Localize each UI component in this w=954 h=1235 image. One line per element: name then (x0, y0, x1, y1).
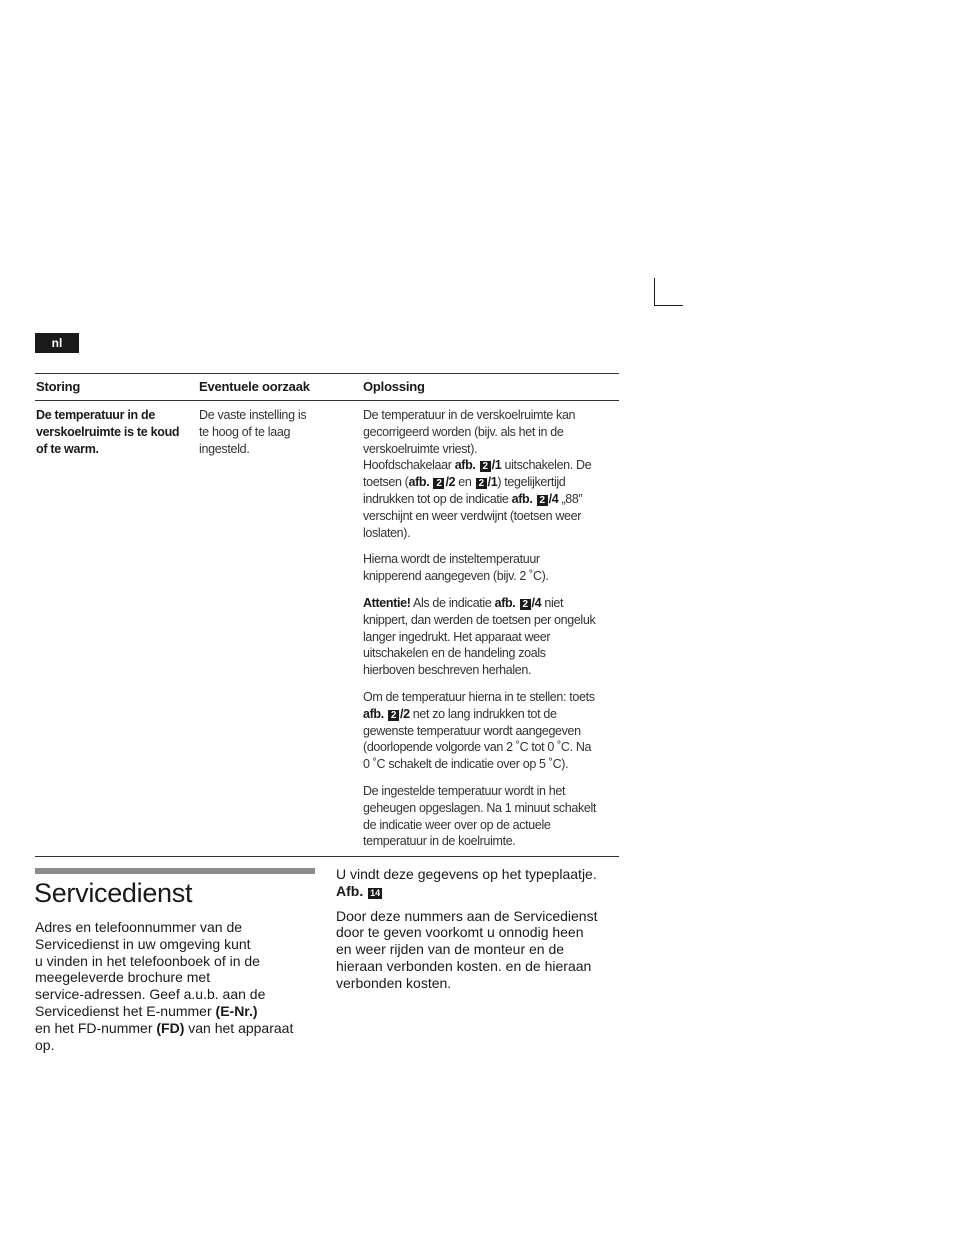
fig-ref-item: /1 (491, 458, 502, 473)
text-line (336, 883, 621, 900)
storing-line: verskoelruimte is te koud (36, 424, 180, 439)
header-storing: Storing (36, 378, 81, 394)
fig-ref-item: /4 (548, 491, 559, 506)
text-line: en weer rijden van de monteur en de (336, 941, 565, 958)
text-line (363, 595, 619, 612)
text-line: u vinden in het telefoonboek of in de (35, 952, 260, 969)
text-line: Servicedienst in uw omgeving kunt (35, 935, 251, 952)
text-line: gecorrigeerd worden (bijv. als het in de (363, 424, 564, 439)
text-line: verbonden kosten. (336, 974, 452, 991)
text-line: Door deze nummers aan de Servicedienst (336, 907, 598, 924)
solution-paragraph-1 (363, 407, 619, 541)
fig-ref-item: /2 (399, 706, 410, 721)
text-line: knipperend aangegeven (bijv. 2 ˚C). (363, 569, 549, 584)
text-line: geheugen opgeslagen. Na 1 minuut schakelt (363, 800, 597, 815)
text-line: hieraan verbonden kosten. en de hieraan (336, 957, 592, 974)
text-line (363, 474, 619, 491)
text-line (363, 457, 619, 474)
header-oplossing: Oplossing (363, 378, 425, 394)
text-line: service-adressen. Geef a.u.b. aan de (35, 986, 266, 1003)
text-line: loslaten). (363, 525, 411, 540)
crop-mark (654, 278, 683, 306)
text-line: uitschakelen en de handeling zoals (363, 646, 546, 661)
text-line: meegeleverde brochure met (35, 969, 211, 986)
text-line: hierboven beschreven herhalen. (363, 663, 532, 678)
text-line: De ingestelde temperatuur wordt in het (363, 783, 566, 798)
fig-ref-item: /4 (531, 595, 542, 610)
text-line: De temperatuur in de verskoelruimte kan (363, 408, 576, 422)
text-line: verschijnt en weer verdwijnt (toetsen weer (363, 508, 582, 523)
service-left-paragraph (35, 919, 320, 1053)
text-line: Om de temperatuur hierna in te stellen: toets (363, 689, 595, 704)
storing-cell (35, 407, 199, 850)
fd-label: (FD) (156, 1019, 185, 1036)
fig-ref-label: afb. (454, 458, 476, 473)
figure-number-box: 2 (433, 478, 444, 489)
storing-line: of te warm. (36, 441, 99, 456)
oorzaak-line: De vaste instelling is (199, 408, 307, 422)
figure-number-box: 14 (370, 887, 381, 898)
text-line (35, 1003, 320, 1020)
solution-paragraph-4 (363, 689, 619, 773)
fig-ref-label: afb. (511, 491, 533, 506)
solution-paragraph-3 (363, 595, 619, 679)
text-fragment: net zo lang indrukken tot de (409, 706, 557, 721)
text-line: verskoelruimte vriest). (363, 441, 478, 456)
section-title: Servicedienst (34, 878, 193, 908)
text-line: op. (35, 1036, 55, 1053)
text-line: U vindt deze gegevens op het typeplaatje. (336, 866, 597, 882)
service-right-paragraph-2 (336, 908, 621, 992)
text-fragment: Servicedienst het E-nummer (35, 1002, 216, 1019)
text-line (363, 706, 619, 723)
language-badge: nl (35, 333, 79, 353)
text-fragment: indrukken tot op de indicatie (363, 491, 512, 506)
text-line (363, 491, 619, 508)
figure-number-box: 2 (537, 495, 548, 506)
header-oorzaak: Eventuele oorzaak (199, 378, 310, 394)
text-fragment: Hoofdschakelaar (363, 458, 455, 473)
text-line: temperatuur in de koelruimte. (363, 834, 516, 849)
text-line (35, 1020, 320, 1037)
text-fragment: toetsen ( (363, 475, 409, 490)
fig-ref-item: /2 (445, 475, 456, 490)
text-line: 0 ˚C schakelt de indicatie over op 5 ˚C). (363, 757, 569, 772)
text-fragment: uitschakelen. De (501, 458, 592, 473)
solution-paragraph-5 (363, 783, 619, 850)
text-line: door te geven voorkomt u onnodig heen (336, 924, 584, 941)
fig-ref-label: afb. (494, 595, 516, 610)
text-line: Hierna wordt de insteltemperatuur (363, 552, 540, 567)
fig-ref-label: afb. (408, 475, 430, 490)
oorzaak-cell (199, 407, 363, 850)
attention-label: Attentie! (363, 595, 411, 610)
fig-ref-label: Afb. (336, 882, 364, 899)
text-fragment: en (455, 475, 475, 490)
figure-number-box: 2 (476, 478, 487, 489)
service-right-column (336, 866, 621, 1000)
figure-number-box: 2 (520, 599, 531, 610)
oplossing-cell (363, 407, 619, 850)
figure-number-box: 2 (388, 710, 399, 721)
table-row (35, 401, 619, 857)
solution-paragraph-2 (363, 551, 619, 585)
oorzaak-line: ingesteld. (199, 441, 250, 456)
text-fragment: ) tegelijkertijd (497, 475, 566, 490)
text-line: de indicatie weer over op de actuele (363, 817, 551, 832)
section-divider-bar (35, 868, 315, 874)
text-line: knippert, dan werden de toetsen per ongeluk (363, 612, 596, 627)
service-right-paragraph-1 (336, 866, 621, 900)
storing-line: De temperatuur in de (36, 408, 156, 422)
troubleshooting-table (35, 373, 619, 857)
text-fragment: van het apparaat (184, 1019, 294, 1036)
text-fragment: Als de indicatie (410, 595, 495, 610)
text-line: Adres en telefoonnummer van de (35, 919, 243, 935)
oorzaak-line: te hoog of te laag (199, 424, 291, 439)
fig-ref-item: /1 (487, 475, 498, 490)
table-header (35, 373, 619, 401)
text-line: gewenste temperatuur wordt aangegeven (363, 723, 581, 738)
fig-ref-label: afb. (363, 706, 384, 721)
text-fragment: niet (541, 595, 564, 610)
text-fragment: „88” (558, 491, 583, 506)
text-fragment: en het FD-nummer (35, 1019, 157, 1036)
figure-number-box: 2 (480, 461, 491, 472)
e-nr-label: (E-Nr.) (215, 1002, 258, 1019)
text-line: langer ingedrukt. Het apparaat weer (363, 629, 551, 644)
text-line: (doorlopende volgorde van 2 ˚C tot 0 ˚C. Na (363, 740, 592, 755)
